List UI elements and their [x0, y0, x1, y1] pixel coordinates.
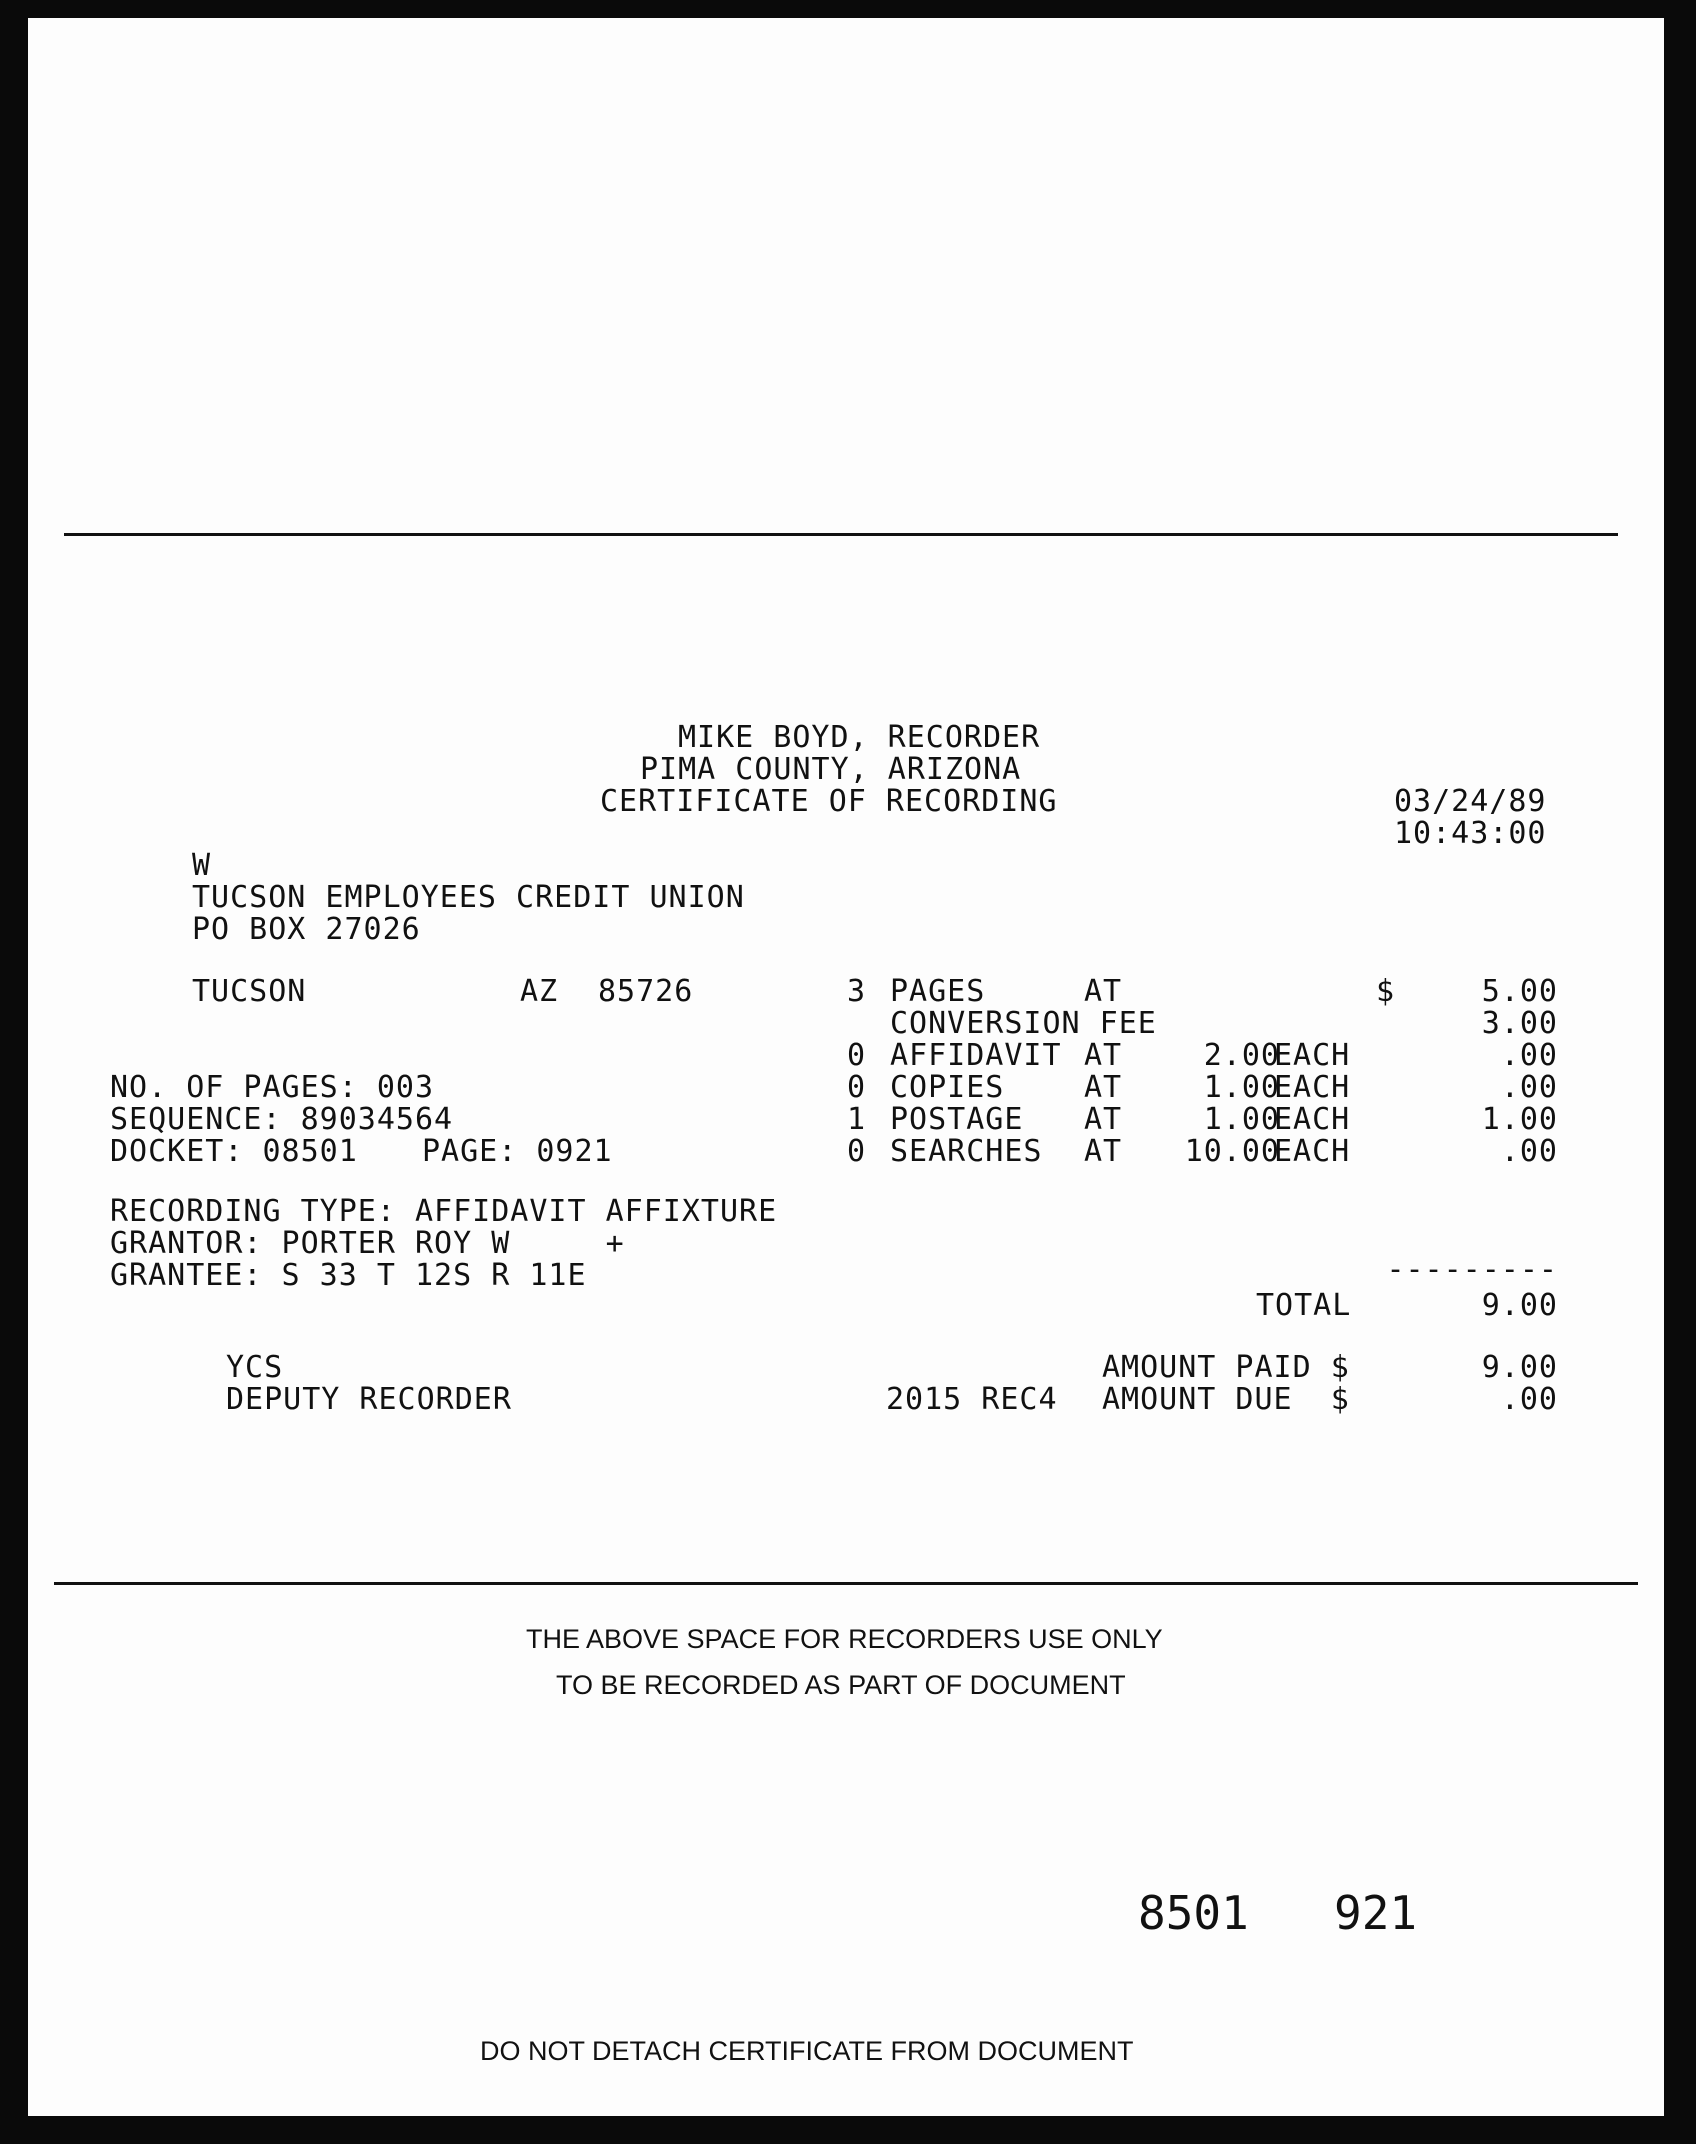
fee-rate: 1.00 [1203, 1070, 1280, 1105]
register-id: 2015 REC4 [886, 1382, 1058, 1417]
fee-rate: 1.00 [1203, 1102, 1280, 1137]
recorder-name: MIKE BOYD, RECORDER [678, 720, 1041, 755]
fee-qty: 0 [847, 1134, 867, 1169]
amount-paid-label: AMOUNT PAID $ [1102, 1350, 1350, 1385]
fee-item: COPIES [890, 1070, 1005, 1105]
addressee-po-box: PO BOX 27026 [192, 912, 421, 947]
recording-type: RECORDING TYPE: AFFIDAVIT AFFIXTURE [110, 1194, 778, 1229]
page-number: PAGE: 0921 [422, 1134, 613, 1169]
fee-item: PAGES [890, 974, 986, 1009]
addressee-zip: 85726 [598, 974, 694, 1009]
addressee-name: TUCSON EMPLOYEES CREDIT UNION [192, 880, 745, 915]
county-name: PIMA COUNTY, ARIZONA [640, 752, 1022, 787]
fee-qty: 3 [847, 974, 867, 1009]
fee-dollar-sign: $ [1376, 974, 1396, 1009]
fee-qty: 0 [847, 1038, 867, 1073]
top-divider [64, 533, 1618, 536]
document-page [28, 18, 1664, 2116]
fee-item: SEARCHES [890, 1134, 1043, 1169]
fee-amount: 3.00 [1481, 1006, 1558, 1041]
amount-due-label: AMOUNT DUE $ [1102, 1382, 1350, 1417]
fee-rate: 10.00 [1184, 1134, 1280, 1169]
sequence-number: SEQUENCE: 89034564 [110, 1102, 454, 1137]
amount-due: .00 [1500, 1382, 1558, 1417]
grantee: GRANTEE: S 33 T 12S R 11E [110, 1258, 587, 1293]
fee-item: CONVERSION FEE [890, 1006, 1157, 1041]
grantor: GRANTOR: PORTER ROY W + [110, 1226, 625, 1261]
recording-date: 03/24/89 [1394, 784, 1547, 819]
deputy-initials: YCS [226, 1350, 284, 1385]
total-amount: 9.00 [1481, 1288, 1558, 1323]
fee-rate: 2.00 [1203, 1038, 1280, 1073]
fee-at: AT [1084, 1070, 1123, 1105]
recorders-use-notice: THE ABOVE SPACE FOR RECORDERS USE ONLY [526, 1624, 1163, 1654]
deputy-title: DEPUTY RECORDER [226, 1382, 512, 1417]
fee-amount: .00 [1500, 1070, 1558, 1105]
do-not-detach-warning: DO NOT DETACH CERTIFICATE FROM DOCUMENT [480, 2036, 1134, 2066]
fee-each: EACH [1274, 1134, 1351, 1169]
fee-item: POSTAGE [890, 1102, 1024, 1137]
fee-amount: .00 [1500, 1038, 1558, 1073]
fee-amount: 1.00 [1481, 1102, 1558, 1137]
addressee-state: AZ [520, 974, 559, 1009]
bottom-divider [54, 1582, 1638, 1585]
amount-paid: 9.00 [1481, 1350, 1558, 1385]
fee-amount: 5.00 [1481, 974, 1558, 1009]
fee-at: AT [1084, 974, 1123, 1009]
fee-amount: .00 [1500, 1134, 1558, 1169]
fee-each: EACH [1274, 1102, 1351, 1137]
fee-each: EACH [1274, 1070, 1351, 1105]
fee-each: EACH [1274, 1038, 1351, 1073]
stamp-docket-number: 8501 [1138, 1886, 1249, 1940]
addressee-city: TUCSON [192, 974, 307, 1009]
stamp-page-number: 921 [1334, 1886, 1418, 1940]
recording-time: 10:43:00 [1394, 816, 1547, 851]
total-label: TOTAL [1256, 1288, 1352, 1323]
fee-at: AT [1084, 1102, 1123, 1137]
fee-at: AT [1084, 1038, 1123, 1073]
certificate-title: CERTIFICATE OF RECORDING [600, 784, 1058, 819]
total-underline: --------- [1386, 1252, 1558, 1287]
fee-qty: 1 [847, 1102, 867, 1137]
fee-item: AFFIDAVIT [890, 1038, 1062, 1073]
number-of-pages: NO. OF PAGES: 003 [110, 1070, 435, 1105]
fee-at: AT [1084, 1134, 1123, 1169]
fee-qty: 0 [847, 1070, 867, 1105]
recorded-as-part-notice: TO BE RECORDED AS PART OF DOCUMENT [556, 1670, 1126, 1700]
docket-number: DOCKET: 08501 [110, 1134, 358, 1169]
address-code: W [192, 848, 212, 883]
